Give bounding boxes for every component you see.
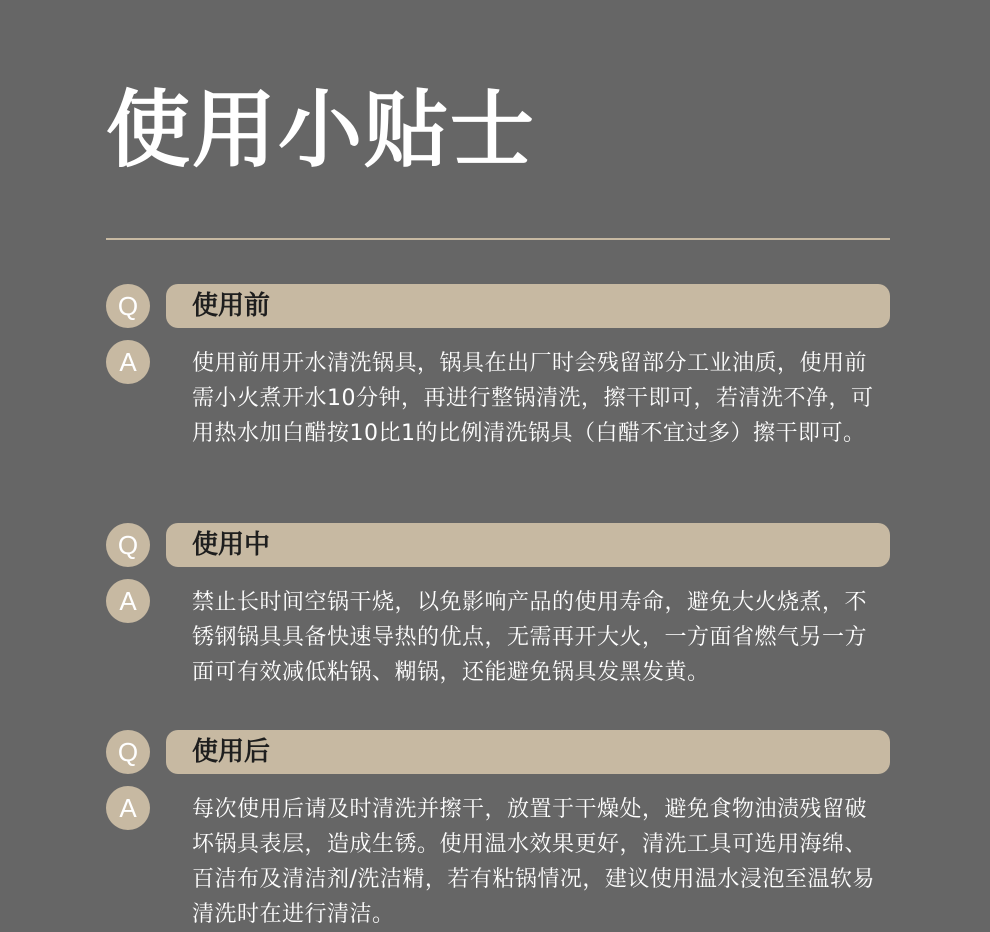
- answer-text: 每次使用后请及时清洗并擦干，放置于干燥处，避免食物油渍残留破坏锅具表层，造成生锈。使用温水效果更好，清洗工具可选用海绵、百洁布及清洁剂/洗洁精，若有粘锅情况，建议使用温水浸泡至温软易清洗时在进行清洁。: [192, 797, 875, 927]
- question-badge: Q: [106, 730, 150, 774]
- page-title: 使用小贴士: [106, 81, 537, 179]
- question-badge: Q: [106, 523, 150, 567]
- question-bar: [166, 284, 890, 328]
- answer-text: 禁止长时间空锅干烧，以免影响产品的使用寿命，避免大火烧煮，不锈钢锅具具备快速导热的优点，无需再开大火，一方面省燃气另一方面可有效减低粘锅、糊锅，还能避免锅具发黑发黄。: [192, 590, 868, 685]
- tip-section-before-use: [106, 284, 890, 484]
- answer-text: 使用前用开水清洗锅具，锅具在出厂时会残留部分工业油质，使用前需小火煮开水10分钟，再进行整锅清洗，擦干即可，若清洗不净，可用热水加白醋按10比1的比例清洗锅具（白醋不宜过多）擦干即可。: [192, 351, 874, 446]
- question-label: 使用前: [192, 291, 271, 321]
- answer-badge: A: [106, 340, 150, 384]
- question-label: 使用后: [192, 737, 271, 767]
- answer-badge: A: [106, 786, 150, 830]
- tip-section-during-use: [106, 523, 890, 693]
- answer-badge: A: [106, 579, 150, 623]
- question-label: 使用中: [192, 530, 271, 560]
- question-badge: Q: [106, 284, 150, 328]
- tip-section-after-use: [106, 730, 890, 925]
- question-bar: [166, 523, 890, 567]
- question-bar: [166, 730, 890, 774]
- title-divider: [106, 238, 890, 240]
